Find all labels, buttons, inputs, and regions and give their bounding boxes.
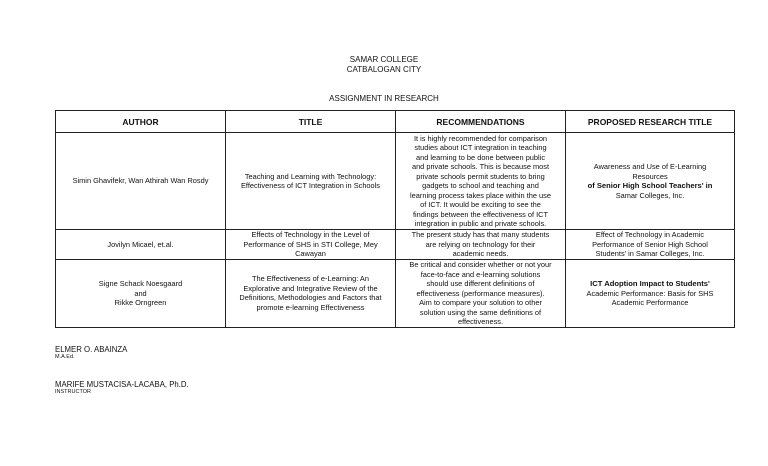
recommendation-line: findings between the effectiveness of ICT [412, 209, 549, 219]
school-name: SAMAR COLLEGE [349, 55, 419, 64]
author-line: and [134, 288, 147, 298]
proposed-title-cell [566, 260, 735, 328]
recommendations-cell [396, 133, 566, 230]
recommendation-line: solution using the same definitions of [419, 307, 542, 317]
author-line: Rikke Orngreen [114, 298, 167, 307]
title-cell [226, 133, 396, 230]
title-line: Explorative and Integrative Review of the [243, 283, 378, 293]
recommendation-line: private schools permit students to bring [416, 171, 545, 181]
recommendation-line: are relying on technology for their [425, 239, 536, 249]
recommendation-line: and learning to be done between public [415, 152, 546, 162]
table-row [56, 133, 735, 230]
recommendation-line: effectiveness. [457, 317, 504, 326]
recommendation-line: Aim to compare your solution to other [419, 298, 542, 307]
title-cell [226, 260, 396, 328]
recommendations-cell [396, 260, 566, 328]
title-line: Cawayan [295, 249, 326, 259]
recommendation-line: face-to-face and e-learning solutions [420, 269, 541, 279]
signatory-student [55, 345, 127, 361]
school-city: CATBALOGAN CITY [346, 65, 422, 74]
proposed-line: Awareness and Use of E-Learning [593, 162, 707, 171]
signatory-instructor [55, 380, 189, 396]
author-line: Jovilyn Micael, et.al. [107, 239, 174, 249]
recommendation-line: It is highly recommended for comparison [413, 133, 548, 143]
proposed-line: Students' in Samar Colleges, Inc. [595, 249, 705, 259]
author-line: Signe Schack Noesgaard [98, 279, 183, 288]
recommendation-line: of ICT. It would be exciting to see the [420, 200, 541, 209]
author-cell [56, 230, 226, 260]
proposed-line: Samar Colleges, Inc. [615, 190, 685, 200]
proposed-line: Academic Performance: Basis for SHS [586, 288, 714, 298]
title-line: Teaching and Learning with Technology: [244, 171, 377, 181]
recommendation-line: studies about ICT integration in teaching [414, 143, 547, 152]
signatory-role: M.A.Ed. [55, 354, 75, 360]
signatory-name: MARIFE MUSTACISA-LACABA, Ph.D. [55, 380, 189, 389]
research-table [55, 110, 735, 328]
proposed-title-cell [566, 230, 735, 260]
author-cell [56, 260, 226, 328]
recommendation-line: integration in public and private schools. [414, 219, 547, 228]
title-line: Definitions, Methodologies and Factors that [239, 293, 382, 303]
column-header-recommendations: RECOMMENDATIONS [396, 111, 566, 133]
title-line: Effects of Technology in the Level of [251, 230, 370, 240]
title-line: Performance of SHS in STI College, Mey [243, 239, 378, 249]
assignment-title: ASSIGNMENT IN RESEARCH [329, 94, 439, 103]
recommendation-line: Be critical and consider whether or not your [409, 260, 552, 269]
proposed-line: of Senior High School Teachers' in [587, 181, 713, 190]
table-header-row [56, 111, 735, 133]
author-cell [56, 133, 226, 230]
recommendation-line: should use different definitions of [426, 279, 535, 288]
title-line: The Effectiveness of e-Learning: An [252, 274, 369, 284]
column-header-proposed-title: PROPOSED RESEARCH TITLE [566, 111, 735, 133]
title-line: promote e-learning Effectiveness [256, 302, 365, 312]
table-row [56, 260, 735, 328]
recommendation-line: academic needs. [452, 249, 509, 259]
proposed-line: Resources [632, 171, 668, 181]
proposed-line: ICT Adoption Impact to Students' [590, 279, 710, 288]
table-row [56, 230, 735, 260]
column-header-title: TITLE [226, 111, 396, 133]
recommendation-line: learning process takes place within the use [410, 190, 551, 200]
proposed-line: Performance of Senior High School [592, 239, 708, 249]
proposed-line: Effect of Technology in Academic [595, 230, 705, 240]
recommendations-cell [396, 230, 566, 260]
signatory-role: INSTRUCTOR [55, 389, 91, 395]
title-cell [226, 230, 396, 260]
proposed-title-cell [566, 133, 735, 230]
recommendation-line: gadgets to school and teaching and [422, 181, 539, 190]
column-header-author: AUTHOR [56, 111, 226, 133]
recommendation-line: and private schools. This is because most [411, 162, 550, 171]
recommendation-line: effectiveness (performance measures). [416, 288, 545, 298]
signatory-name: ELMER O. ABAINZA [55, 345, 128, 354]
title-line: Effectiveness of ICT Integration in Schools [241, 181, 380, 190]
recommendation-line: The present study has that many students [411, 230, 550, 240]
proposed-line: Academic Performance [611, 298, 689, 307]
author-line: Simin Ghavifekr, Wan Athirah Wan Rosdy [72, 176, 209, 186]
